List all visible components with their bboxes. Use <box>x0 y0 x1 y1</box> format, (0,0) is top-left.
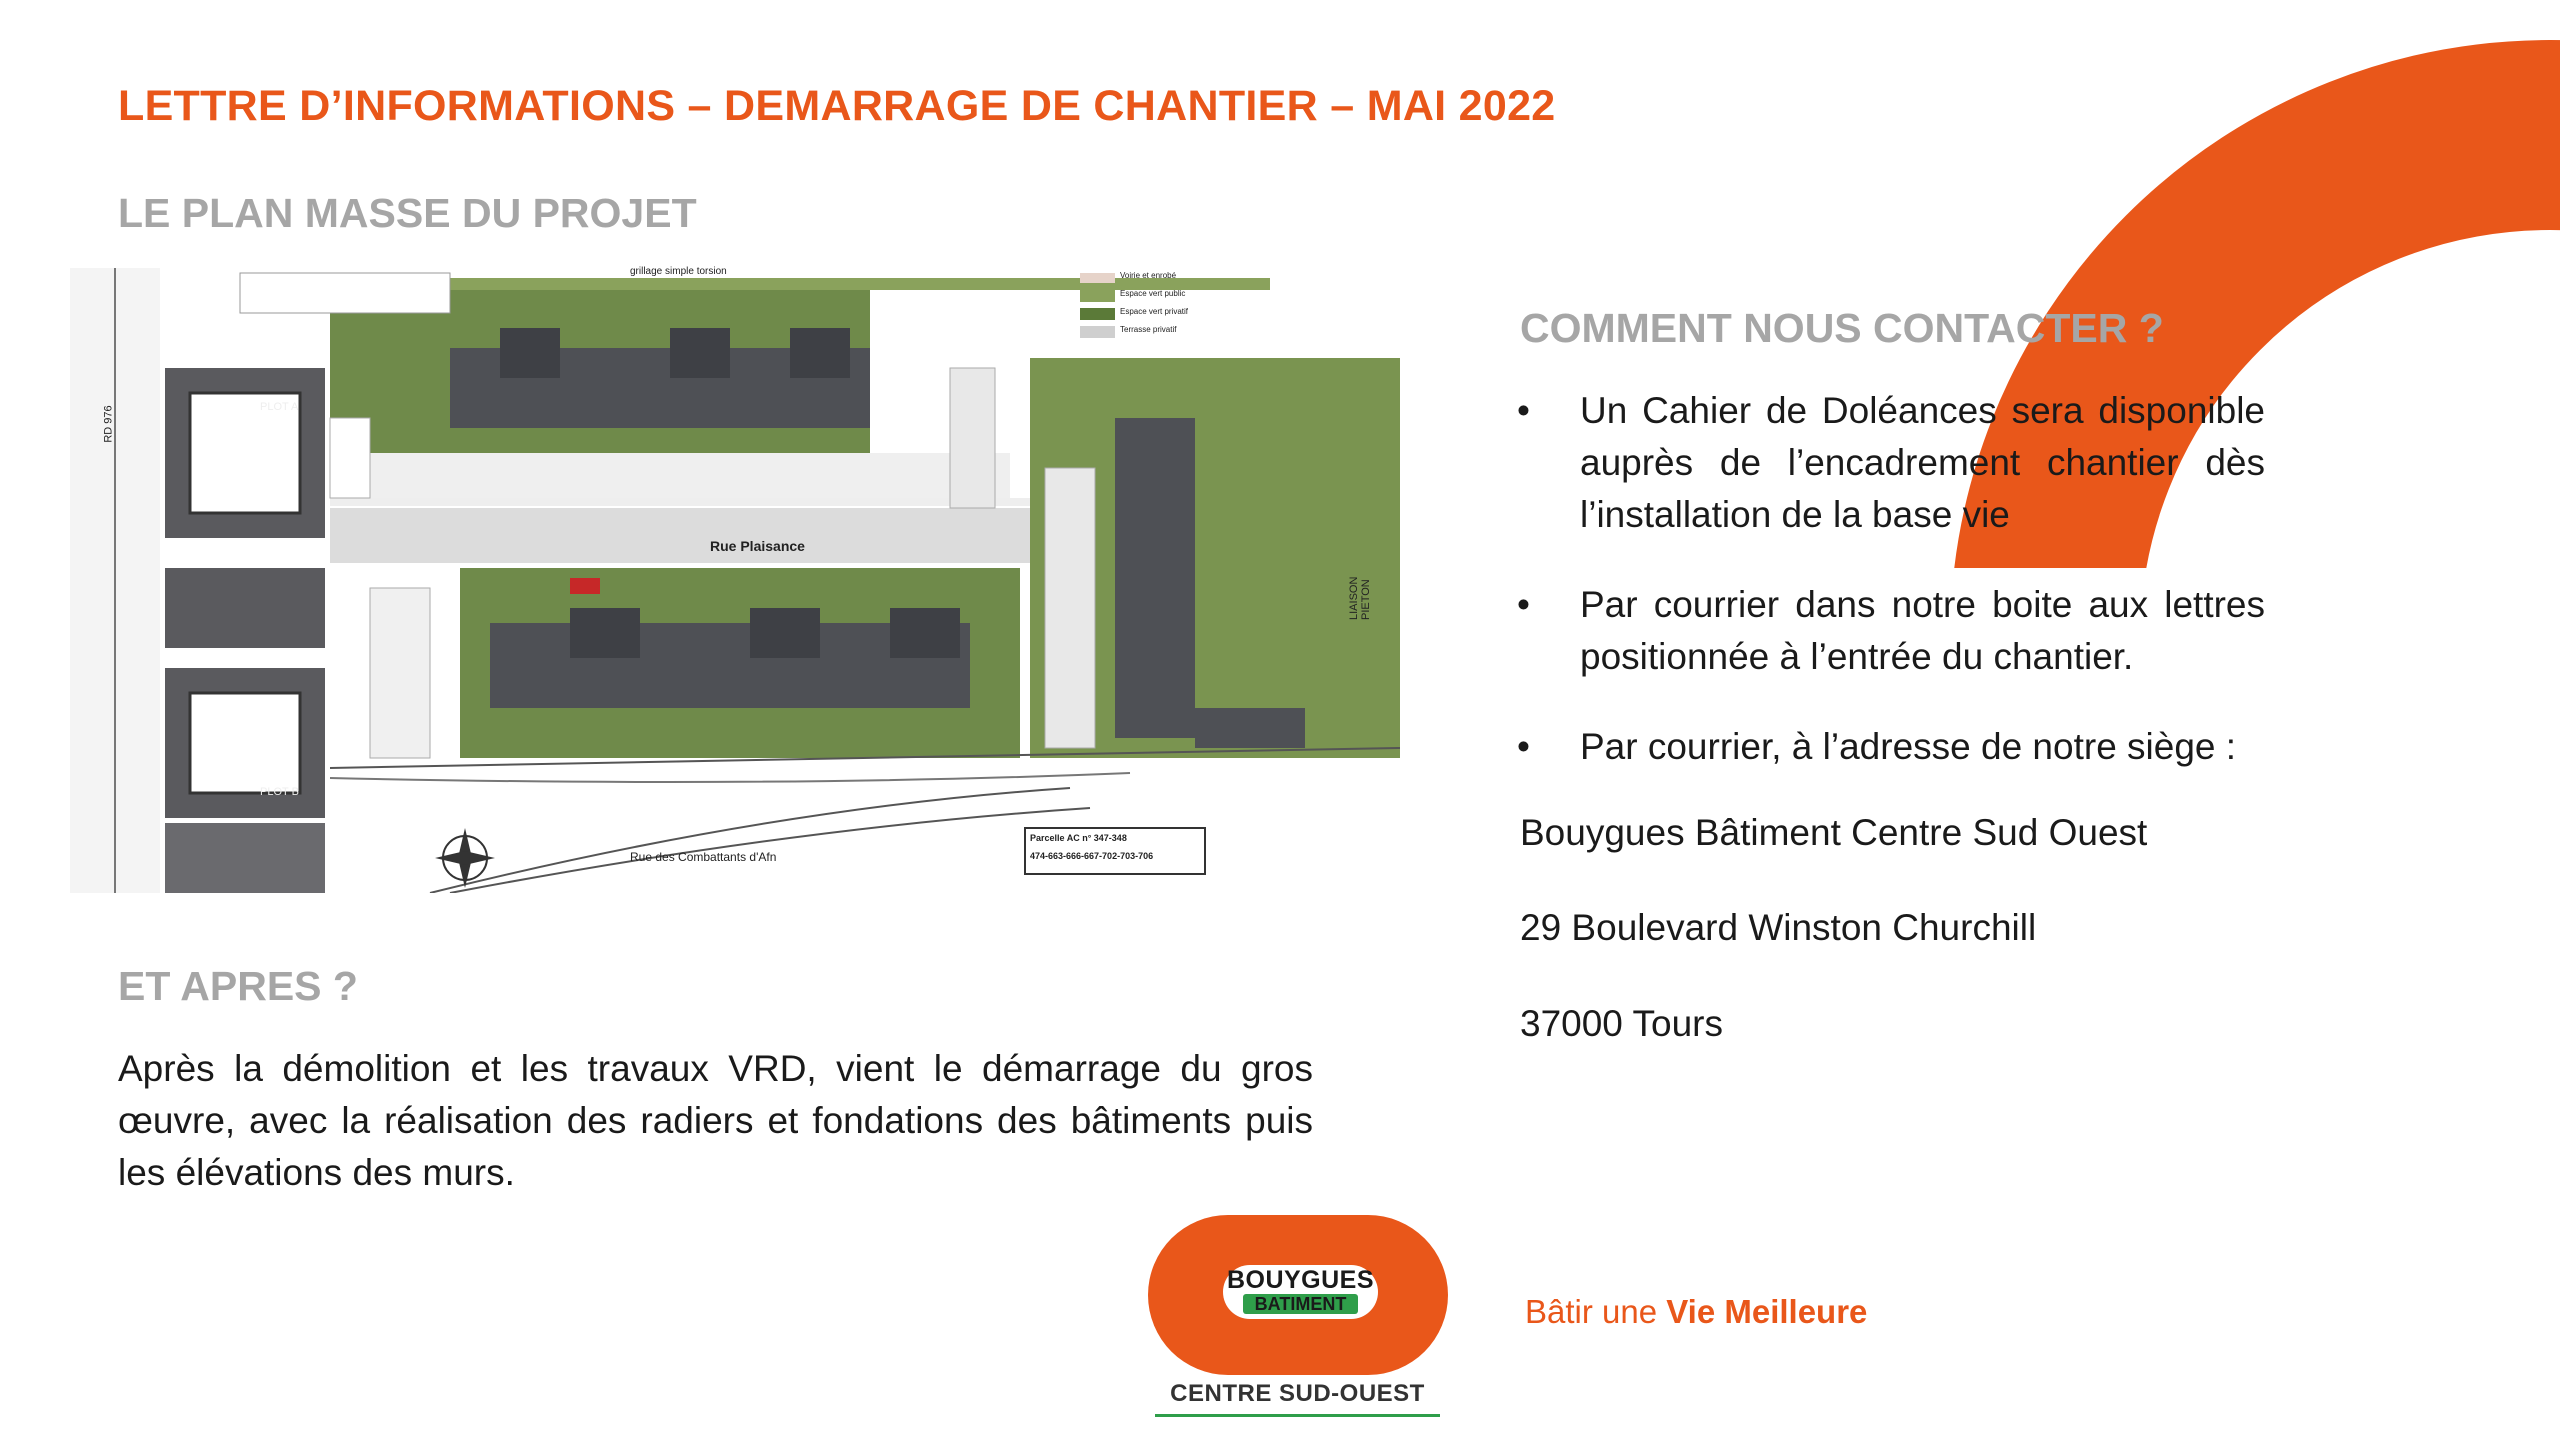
plan-label-parcel-numbers: 474-663-666-667-702-703-706 <box>1030 851 1154 861</box>
plan-legend-item: Espace vert privatif <box>1120 307 1189 316</box>
contact-heading: COMMENT NOUS CONTACTER ? <box>1520 305 2164 351</box>
plan-label-road: RD 976 <box>102 405 115 443</box>
plan-legend-item: Voirie et enrobé <box>1120 271 1177 280</box>
contact-item: • Par courrier dans notre boite aux lettres positionnée à l’entrée du chantier. <box>1515 579 2265 683</box>
plan-label-parcel: Parcelle AC n° 347-348 <box>1030 833 1127 843</box>
tagline: Bâtir une Vie Meilleure <box>1525 1293 1868 1330</box>
bullet-icon: • <box>1517 584 1530 625</box>
plan-label-plot-a: PLOT A <box>260 401 299 413</box>
site-plan-image <box>70 268 1400 893</box>
plan-legend-item: Espace vert public <box>1120 289 1186 298</box>
contact-list <box>1515 385 2265 811</box>
after-paragraph: Après la démolition et les travaux VRD, vient le démarrage du gros œuvre, avec la réalisation des radiers et fondations des bâtiments puis les élévations des murs. <box>118 1048 1313 1193</box>
address-street: 29 Boulevard Winston Churchill <box>1520 907 2037 948</box>
logo-text-batiment: BATIMENT <box>1243 1294 1358 1314</box>
plan-label-path: LIAISON PIETON <box>1348 576 1372 620</box>
bullet-icon: • <box>1517 726 1530 767</box>
address-company: Bouygues Bâtiment Centre Sud Ouest <box>1520 812 2148 853</box>
bullet-icon: • <box>1517 390 1530 431</box>
plan-label-fence: grillage simple torsion <box>630 266 727 277</box>
plan-label-street-bottom: Rue des Combattants d'Afn <box>630 850 777 864</box>
address-city: 37000 Tours <box>1520 1003 1723 1044</box>
plan-label-street: Rue Plaisance <box>710 538 805 554</box>
logo-subtitle: CENTRE SUD-OUEST <box>1170 1380 1425 1407</box>
site-plan-drawing <box>70 268 1400 893</box>
bouygues-logo <box>1148 1215 1448 1375</box>
plan-label-plot-b: PLOT B <box>260 786 299 798</box>
logo-underline <box>1155 1414 1440 1417</box>
plan-legend-item: Terrasse privatif <box>1120 325 1177 334</box>
contact-item: • Un Cahier de Doléances sera disponible auprès de l’encadrement chantier dès l’installation de la base vie <box>1515 385 2265 541</box>
logo-text-bouygues: BOUYGUES <box>1226 1266 1375 1294</box>
page-title: LETTRE D’INFORMATIONS – DEMARRAGE DE CHANTIER – MAI 2022 <box>118 82 1556 130</box>
after-heading: ET APRES ? <box>118 963 358 1009</box>
contact-item: • Par courrier, à l’adresse de notre siège : <box>1515 721 2265 773</box>
plan-heading: LE PLAN MASSE DU PROJET <box>118 190 697 236</box>
